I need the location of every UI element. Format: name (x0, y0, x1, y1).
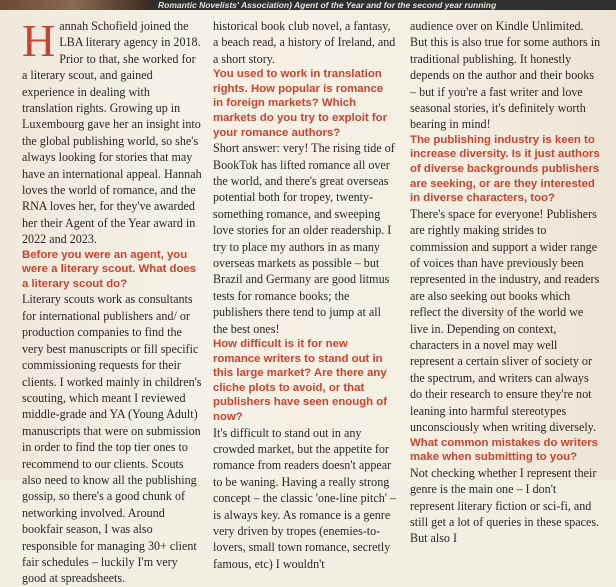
column-3 (410, 18, 602, 547)
intro-paragraph (22, 15, 202, 248)
question-1: Before you were an agent, you were a literary scout. What does a literary scout do? (22, 248, 197, 290)
question-5: What common mistakes do writers make when submitting to you? (410, 436, 598, 464)
column-2 (213, 18, 396, 572)
question-2: You used to work in translation rights. How popular is romance in foreign markets? Which markets do you try to exploit for your romance authors? (213, 68, 388, 139)
column-1 (22, 15, 202, 587)
question-3: How difficult is it for new romance writers to stand out in this large market? Are there any cliche plots to avoid, or that publishers have seen enough of now? (213, 338, 388, 424)
header-band (0, 0, 616, 10)
header-photo (0, 0, 150, 10)
drop-cap: H (22, 15, 56, 66)
header-strip-text: Romantic Novelists' Association) Agent of the Year and for the second year running (150, 0, 616, 10)
answer-2: Short answer: very! The rising tide of BookTok has lifted romance all over the world, and there's great overseas potential both for tropey, twenty-something romance, and sweeping love stories for an older readership. I try to place my authors in as many overseas markets as possible – but Brazil and Germany are good litmus tests for romance books; the publishers there tend to jump at all the best ones! (213, 141, 395, 336)
answer-3: It's difficult to stand out in any crowded market, but the appetite for romance from readers doesn't appear to be waning. Having a really strong concept – the classic 'one-line pitch' – is always key. As romance is a genre very driven by tropes (enemies-to-lovers, small town romance, secretly famous, etc) I wouldn't (213, 425, 397, 571)
answer-continued: historical book club novel, a fantasy, a beach read, a history of Ireland, and a short story. (213, 19, 396, 66)
answer-1: Literary scouts work as consultants for international publishers and/ or production companies to find the very best manuscripts or fill specific commissioning requests for their clients. I worked mainly in children's scouting, which meant I reviewed middle-grade and YA (Young Adult) manuscripts that were on submission in order to find the top tier ones to recommend to our clients. Scouts also need to know all the publishing gossip, so there's a good chunk of networking involved. Around bookfair season, I was also responsible for managing 30+ client fair schedules – luckily I'm very good at spreadsheets. (22, 292, 202, 586)
answer-continued-3: audience over on Kindle Unlimited. But this is also true for some authors in traditional publishing. It honestly depends on the author and their books – but if you're a fast writer and love seasonal stories, it's definitely worth bearing in mind! (410, 19, 601, 132)
answer-5: Not checking whether I represent their genre is the main one – I don't represent literary fiction or sci-fi, and still get a lot of queries in these spaces. But also I (410, 465, 600, 546)
answer-4: There's space for everyone! Publishers are rightly making strides to commission and support a wider range of voices than have previously been represented in the industry, and readers are also seeking out books which reflect the diversity of the world we live in. Depending on context, characters in a novel may well represent a certain sliver of society or the spectrum, and writers can always do their research to ensure they're not leaning into harmful stereotypes unconsciously when writing diversely. (410, 206, 600, 435)
intro-text: annah Schofield joined the LBA literary agency in 2018. Prior to that, she worked for a literary scout, and gained experience in dealing with translation rights. Growing up in Luxembourg gave her an insight into the global publishing world, so she's always looking for stories that may have an international appeal. Hannah loves the world of romance, and the RNA loves her, for they've awarded her their Agent of the Year award in 2022 and 2023. (22, 19, 202, 247)
question-4: The publishing industry is keen to increase diversity. Is it just authors of diverse backgrounds publishers are seeking, or are they interested in diverse characters, too? (410, 133, 600, 205)
